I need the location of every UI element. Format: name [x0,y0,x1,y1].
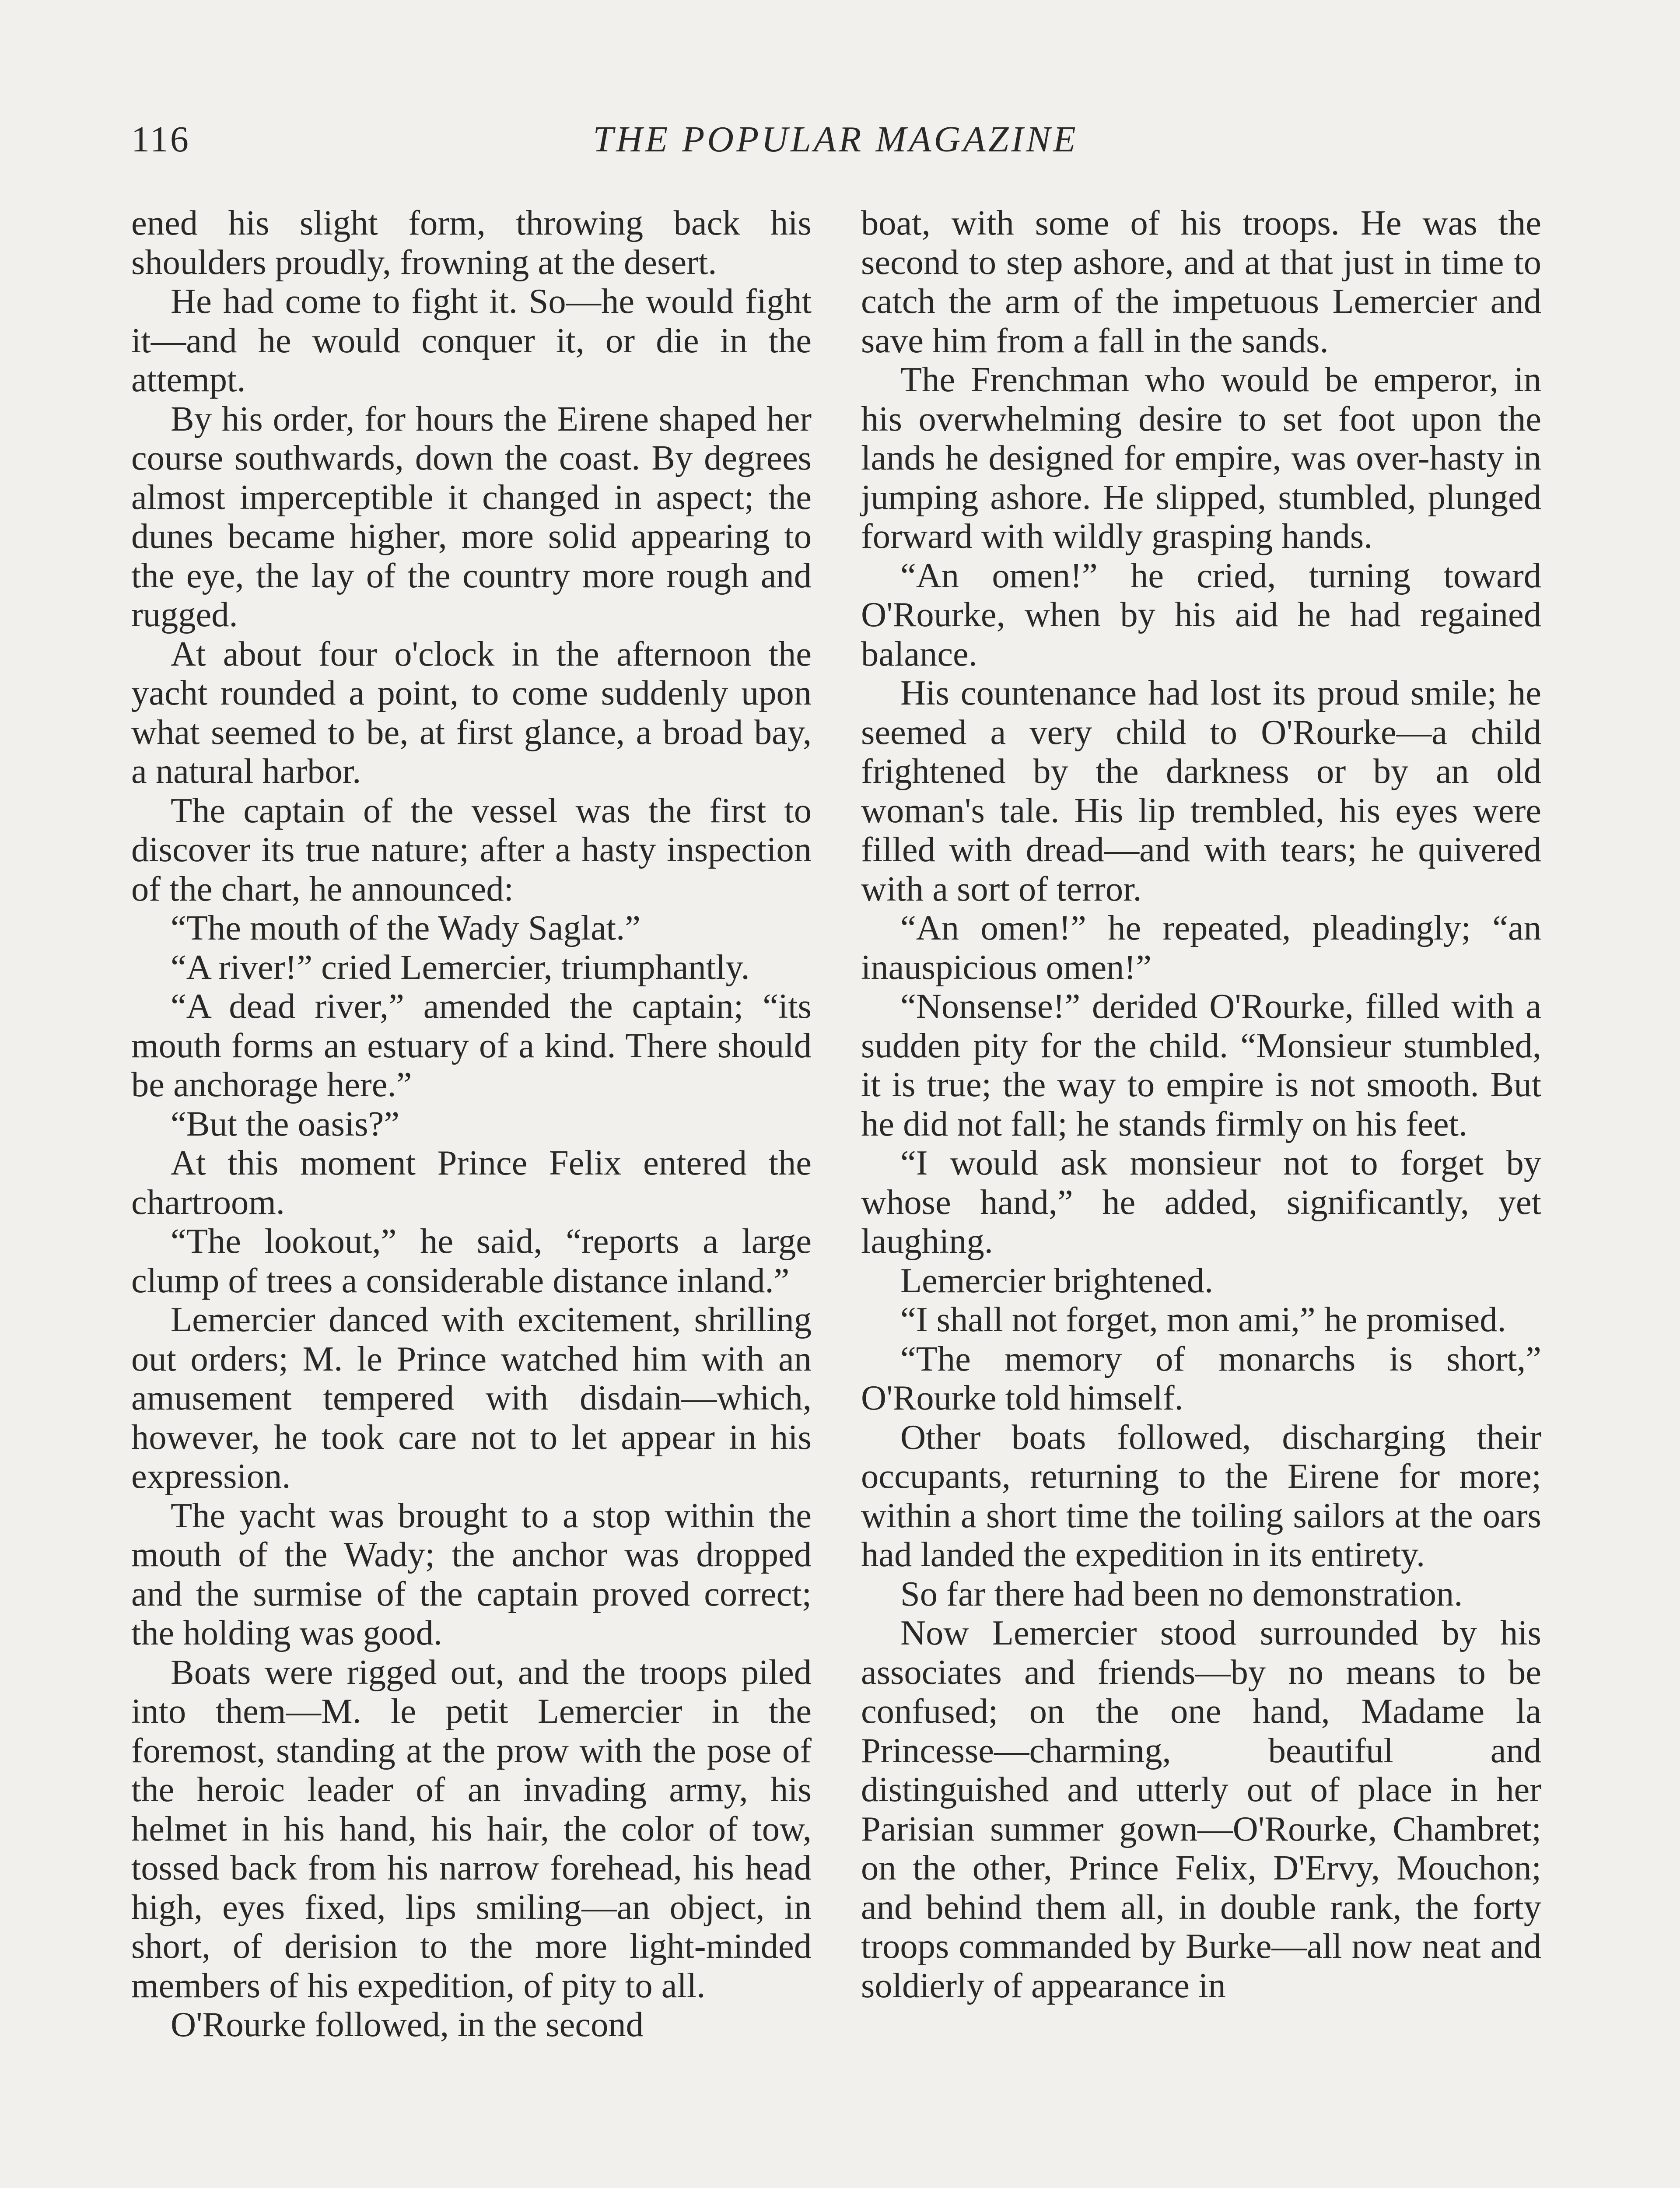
paragraph: ened his slight form, throwing back his shoulders proudly, frowning at the desert. [131,203,812,282]
running-title: THE POPULAR MAGAZINE [593,119,1078,160]
paragraph: At this moment Prince Felix entered the chartroom. [131,1143,812,1222]
paragraph: So far there had been no demonstration. [900,1574,1463,1613]
paragraph: Other boats followed, discharging their occupants, returning to the Eirene for more; within a short time the toiling sailors at the oars had landed the expedition in its entirety. [861,1417,1541,1574]
paragraph: Now Lemercier stood surrounded by his associates and friends—by no means to be confused; on the one hand, Madame la Princesse—charming, beautiful and distinguished and utterly out of place in her Parisian summer gown—O'Rourke, Chambret; on the other, Prince Felix, D'Ervy, Mouchon; and behind them all, in double rank, the forty troops commanded by Burke—all now neat and soldierly of appearance in [861,1613,1541,2005]
paragraph: The captain of the vessel was the first to discover its true nature; after a hasty inspection of the chart, he announced: [131,791,812,908]
paragraph: “An omen!” he repeated, pleadingly; “an inauspicious omen!” [861,908,1541,987]
paragraph: Lemercier brightened. [900,1261,1214,1300]
paragraph: “But the oasis?” [171,1104,400,1143]
page-number: 116 [131,119,190,160]
paragraph: The Frenchman who would be emperor, in his overwhelming desire to set foot upon the lands he designed for empire, was over-hasty in jumping ashore. He slipped, stumbled, plunged forward with wildly grasping hands. [861,360,1541,556]
paragraph: By his order, for hours the Eirene shaped her course southwards, down the coast. By degrees almost imperceptible it changed in aspect; the dunes became higher, more solid appearing to the eye, the lay of the country more rough and rugged. [131,399,812,634]
paragraph: “Nonsense!” derided O'Rourke, filled with a sudden pity for the child. “Monsieur stumbled, it is true; the way to empire is not smooth. But he did not fall; he stands firmly on his feet. [861,987,1541,1143]
paragraph: boat, with some of his troops. He was the second to step ashore, and at that just in time to catch the arm of the impetuous Lemercier and save him from a fall in the sands. [861,203,1541,360]
right-text-column [861,203,1541,2005]
paragraph: “A dead river,” amended the captain; “its mouth forms an estuary of a kind. There should be anchorage here.” [131,987,812,1104]
paragraph: Boats were rigged out, and the troops piled into them—M. le petit Lemercier in the foremost, standing at the prow with the pose of the heroic leader of an invading army, his helmet in his hand, his hair, the color of tow, tossed back from his narrow forehead, his head high, eyes fixed, lips smiling—an object, in short, of derision to the more light-minded members of his expedition, of pity to all. [131,1652,812,2005]
paragraph: The yacht was brought to a stop within the mouth of the Wady; the anchor was dropped and the surmise of the captain proved correct; the holding was good. [131,1496,812,1652]
paragraph: “An omen!” he cried, turning toward O'Rourke, when by his aid he had regained balance. [861,556,1541,673]
paragraph: Lemercier danced with excitement, shrilling out orders; M. le Prince watched him with an amusement tempered with disdain—which, however, he took care not to let appear in his expression. [131,1300,812,1496]
paragraph: O'Rourke followed, in the second [171,2005,644,2044]
paragraph: “The lookout,” he said, “reports a large clump of trees a considerable distance inland.” [131,1222,812,1300]
paragraph: “I would ask monsieur not to forget by whose hand,” he added, significantly, yet laughing. [861,1143,1541,1261]
paragraph: At about four o'clock in the afternoon the yacht rounded a point, to come suddenly upon what seemed to be, at first glance, a broad bay, a natural harbor. [131,634,812,791]
paragraph: His countenance had lost its proud smile; he seemed a very child to O'Rourke—a child frightened by the darkness or by an old woman's tale. His lip trembled, his eyes were filled with dread—and with tears; he quivered with a sort of terror. [861,673,1541,908]
paragraph: “The mouth of the Wady Saglat.” [171,908,641,947]
paragraph: He had come to fight it. So—he would fight it—and he would conquer it, or die in the attempt. [131,282,812,399]
paragraph: “A river!” cried Lemercier, triumphantly. [171,947,750,987]
paragraph: “The memory of monarchs is short,” O'Rourke told himself. [861,1339,1541,1417]
left-text-column [131,203,812,2044]
paragraph: “I shall not forget, mon ami,” he promised. [900,1300,1506,1339]
page-header [131,118,1540,166]
